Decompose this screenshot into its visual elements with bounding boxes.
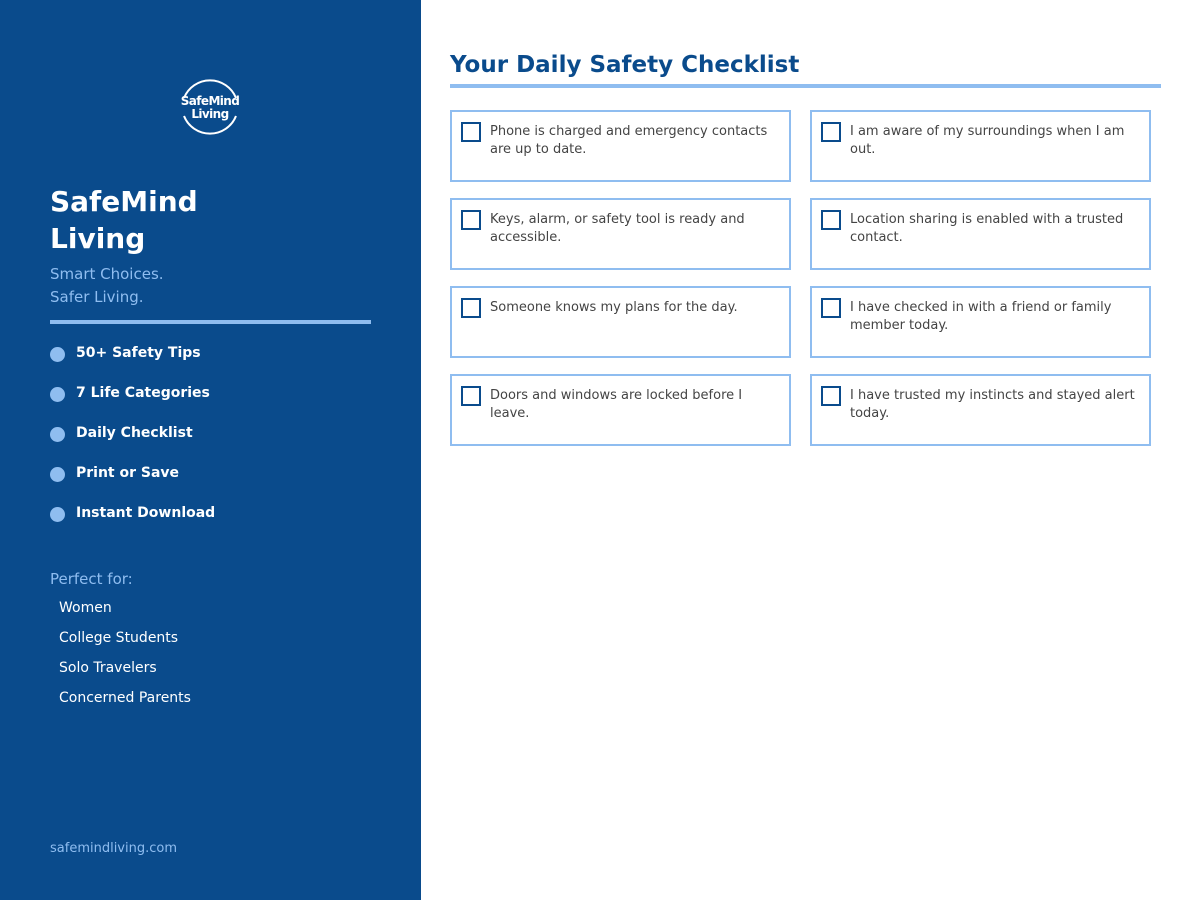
audience-item: College Students [59, 630, 179, 646]
bullet-dot-icon [50, 347, 65, 362]
checklist-item [810, 374, 1151, 446]
checklist-item-text: Someone knows my plans for the day. [490, 300, 738, 315]
checklist-item [810, 110, 1151, 182]
checkbox[interactable] [461, 386, 481, 406]
bullet-dot-icon [50, 467, 65, 482]
checklist-item-text: I have checked in with a friend or family member today. [850, 300, 1112, 333]
checklist-item-text: I have trusted my instincts and stayed alert today. [850, 388, 1135, 421]
bullet-dot-icon [50, 387, 65, 402]
brand-logo [176, 76, 244, 138]
logo-wordmark [176, 95, 244, 121]
checkbox[interactable] [821, 122, 841, 142]
brand-title [50, 183, 350, 257]
audience-list [59, 598, 191, 718]
checklist-item-text: I am aware of my surroundings when I am out. [850, 124, 1125, 157]
checklist-item [450, 198, 791, 270]
brand-title-line-2: Living [50, 222, 146, 255]
brand-title-line-1: SafeMind [50, 185, 198, 218]
brand-tagline [50, 263, 164, 309]
logo-line-1: SafeMind [180, 94, 240, 108]
audience-item: Solo Travelers [59, 660, 157, 676]
checkbox[interactable] [461, 298, 481, 318]
page-title: Your Daily Safety Checklist [450, 52, 800, 78]
checklist-item-text: Doors and windows are locked before I leave. [490, 388, 743, 421]
bullet-dot-icon [50, 507, 65, 522]
feature-label: Instant Download [76, 505, 216, 521]
title-divider [450, 84, 1161, 88]
checklist-item [810, 286, 1151, 358]
feature-label: 50+ Safety Tips [76, 345, 201, 361]
feature-label: 7 Life Categories [76, 385, 210, 401]
tagline-line-1: Smart Choices. [50, 265, 164, 283]
sidebar [0, 0, 421, 900]
checklist-item-text: Location sharing is enabled with a trusted contact. [850, 212, 1124, 245]
checkbox[interactable] [821, 210, 841, 230]
brand-divider [50, 320, 371, 324]
safety-checklist [450, 110, 1151, 446]
feature-item [50, 503, 215, 543]
audience-item: Women [59, 600, 112, 616]
checkbox[interactable] [821, 298, 841, 318]
tagline-line-2: Safer Living. [50, 288, 144, 306]
checklist-item [450, 374, 791, 446]
feature-item [50, 343, 215, 383]
feature-label: Print or Save [76, 465, 180, 481]
checkbox[interactable] [461, 210, 481, 230]
checklist-item [450, 286, 791, 358]
checklist-item-text: Phone is charged and emergency contacts are up to date. [490, 124, 768, 157]
checkbox[interactable] [821, 386, 841, 406]
checklist-item-text: Keys, alarm, or safety tool is ready and accessible. [490, 212, 745, 245]
checklist-item [810, 198, 1151, 270]
checklist-item [450, 110, 791, 182]
feature-item [50, 423, 215, 463]
bullet-dot-icon [50, 427, 65, 442]
logo-line-2: Living [191, 107, 229, 121]
feature-label: Daily Checklist [76, 425, 193, 441]
feature-list [50, 343, 215, 543]
feature-item [50, 463, 215, 503]
checkbox[interactable] [461, 122, 481, 142]
audience-item: Concerned Parents [59, 690, 191, 706]
website-url: safemindliving.com [50, 841, 177, 856]
feature-item [50, 383, 215, 423]
audience-heading: Perfect for: [50, 570, 133, 588]
